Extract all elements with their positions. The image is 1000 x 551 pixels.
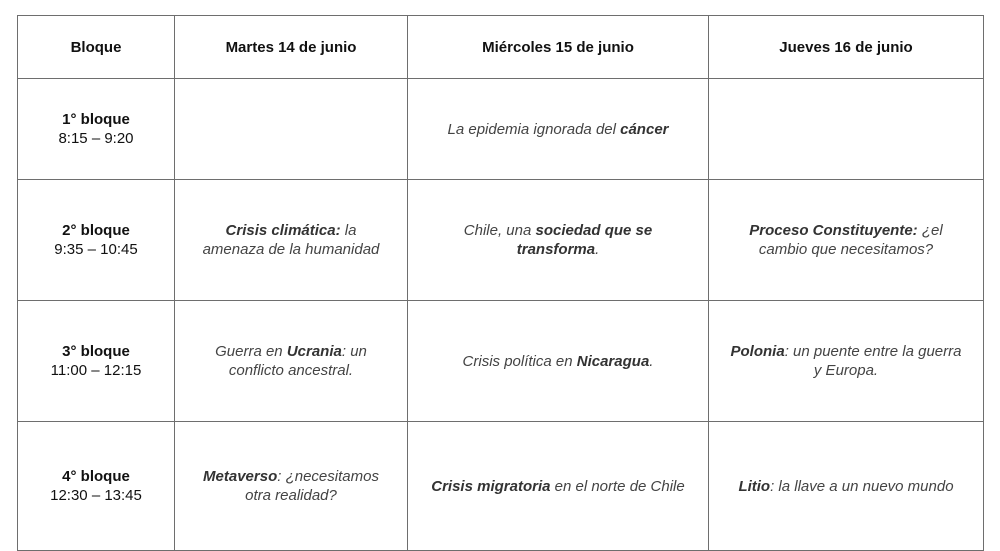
session-keyword: Ucrania (286, 343, 342, 360)
header-cell-day-3: Jueves 16 de junio (709, 16, 984, 79)
session-keyword: Proceso Constituyente: (749, 222, 918, 239)
session-cell (408, 422, 709, 551)
session-keyword: sociedad que se transforma (516, 222, 653, 258)
session-text: ¿el cambio que necesitamos? (758, 222, 943, 258)
block-label: 4° bloque (62, 468, 130, 485)
session-keyword: Polonia (730, 343, 785, 360)
session-text: la amenaza de la humanidad (202, 222, 380, 258)
block-cell (18, 79, 175, 180)
header-cell-day-1: Martes 14 de junio (175, 16, 408, 79)
table-row (18, 301, 984, 422)
block-time: 12:30 – 13:45 (50, 487, 142, 504)
session-text: La epidemia ignorada del (447, 120, 621, 138)
session-cell (709, 422, 984, 551)
table-row (18, 180, 984, 301)
session-text: . (595, 241, 600, 258)
session-cell (709, 301, 984, 422)
header-cell-block: Bloque (18, 16, 175, 79)
block-cell (18, 180, 175, 301)
session-keyword: Metaverso (203, 468, 278, 485)
session-keyword: cáncer (620, 120, 669, 138)
session-text: Guerra en (215, 343, 287, 360)
session-cell (408, 180, 709, 301)
session-text: : la llave a un nuevo mundo (770, 477, 954, 495)
schedule-table (17, 15, 984, 551)
session-keyword: Crisis climática: (225, 222, 341, 239)
session-cell (175, 180, 408, 301)
block-cell (18, 301, 175, 422)
block-label: 1° bloque (62, 111, 130, 128)
block-label: 2° bloque (62, 222, 130, 239)
session-cell (175, 79, 408, 180)
session-keyword: Nicaragua (576, 352, 650, 370)
session-cell (408, 301, 709, 422)
session-text: : un conflicto ancestral. (228, 343, 367, 379)
header-row (18, 16, 984, 79)
session-keyword: Crisis migratoria (431, 477, 551, 495)
table-row (18, 79, 984, 180)
table-row (18, 422, 984, 551)
block-label: 3° bloque (62, 343, 130, 360)
session-cell (709, 79, 984, 180)
block-time: 9:35 – 10:45 (54, 241, 138, 258)
session-cell (175, 422, 408, 551)
session-text: Chile, una (463, 222, 536, 239)
session-cell (709, 180, 984, 301)
session-text: en el norte de Chile (550, 477, 685, 495)
session-text: Crisis política en (462, 352, 577, 370)
block-time: 11:00 – 12:15 (50, 362, 142, 379)
session-text: : ¿necesitamos otra realidad? (245, 468, 379, 504)
header-cell-day-2: Miércoles 15 de junio (408, 16, 709, 79)
session-text: . (649, 352, 654, 370)
block-time: 8:15 – 9:20 (58, 130, 134, 147)
session-text: : un puente entre la guerra y Europa. (784, 343, 962, 379)
block-cell (18, 422, 175, 551)
session-cell (175, 301, 408, 422)
session-keyword: Litio (738, 477, 771, 495)
session-cell (408, 79, 709, 180)
